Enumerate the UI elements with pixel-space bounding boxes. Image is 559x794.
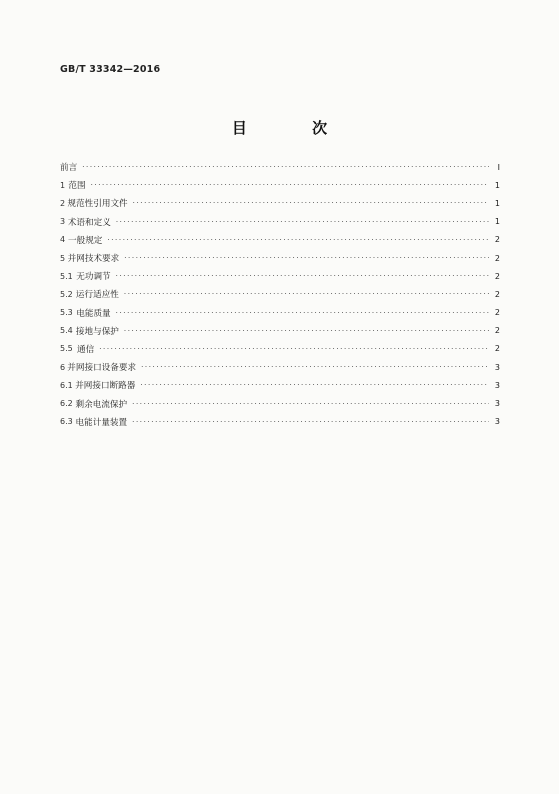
toc-entry-number: 5.3 xyxy=(60,308,73,318)
toc-page-number: 1 xyxy=(494,180,500,190)
toc-entry-6-3[interactable] xyxy=(60,413,500,431)
toc-entry-3[interactable] xyxy=(60,213,500,231)
toc-entry-number: 6.2 xyxy=(60,399,73,409)
toc-entry-number: 2 xyxy=(60,198,66,208)
standard-number: GB/T 33342—2016 xyxy=(60,64,161,75)
toc-entry-label: 范围 xyxy=(68,181,86,192)
toc-entry-5-2[interactable] xyxy=(60,285,500,303)
toc-entry-5-3[interactable] xyxy=(60,304,500,322)
toc-entry-number: 5.4 xyxy=(60,326,73,336)
toc-leader xyxy=(82,162,489,172)
toc-entry-6-1[interactable] xyxy=(60,376,500,394)
toc-entry-label: 并网接口设备要求 xyxy=(67,363,137,374)
toc-entry-number: 4 xyxy=(60,235,66,245)
toc-page-number: 2 xyxy=(494,308,500,318)
toc-entry-number: 6.3 xyxy=(60,417,73,427)
toc-entry-2[interactable] xyxy=(60,194,500,212)
toc-leader xyxy=(124,326,489,336)
toc-entry-5-1[interactable] xyxy=(60,267,500,285)
toc-leader xyxy=(132,417,489,427)
toc-page-number: 1 xyxy=(494,217,500,227)
table-of-contents xyxy=(60,158,500,431)
toc-page-number: 2 xyxy=(494,326,500,336)
toc-page-number: 2 xyxy=(494,253,500,263)
toc-page-number: 2 xyxy=(494,271,500,281)
toc-page-number: Ⅰ xyxy=(497,162,500,172)
toc-leader xyxy=(116,217,489,227)
toc-entry-number: 3 xyxy=(60,217,66,227)
toc-entry-5-5[interactable] xyxy=(60,340,500,358)
toc-entry-number: 5.5 xyxy=(60,344,73,354)
toc-leader xyxy=(116,271,489,281)
toc-entry-label: 并网技术要求 xyxy=(67,254,120,265)
toc-entry-6[interactable] xyxy=(60,358,500,376)
toc-entry-label: 电能计量装置 xyxy=(75,417,128,428)
toc-entry-label: 剩余电流保护 xyxy=(75,399,128,410)
toc-entry-number: 6 xyxy=(60,362,66,372)
toc-page-number: 2 xyxy=(494,289,500,299)
toc-leader xyxy=(116,308,489,318)
toc-entry-label: 一般规定 xyxy=(68,235,103,246)
toc-entry-label: 并网接口断路器 xyxy=(75,381,136,392)
toc-entry-number: 5.2 xyxy=(60,289,73,299)
toc-entry-number: 1 xyxy=(60,180,66,190)
toc-entry-number: 6.1 xyxy=(60,380,73,390)
toc-entry-label: 接地与保护 xyxy=(75,326,119,337)
toc-entry-label: 通信 xyxy=(76,344,95,355)
toc-entry-number: 5 xyxy=(60,253,66,263)
toc-entry-label: 前言 xyxy=(60,163,78,174)
toc-page-number: 3 xyxy=(494,362,500,372)
page-title: 目 次 xyxy=(231,119,358,137)
toc-leader xyxy=(141,362,489,372)
toc-entry-5-4[interactable] xyxy=(60,322,500,340)
toc-entry-foreword[interactable] xyxy=(60,158,500,176)
toc-entry-number: 5.1 xyxy=(60,271,73,281)
toc-entry-4[interactable] xyxy=(60,231,500,249)
toc-page-number: 2 xyxy=(494,235,500,245)
toc-entry-label: 无功调节 xyxy=(76,272,111,283)
toc-entry-label: 运行适应性 xyxy=(75,290,119,301)
toc-entry-6-2[interactable] xyxy=(60,394,500,412)
toc-page-number: 1 xyxy=(494,198,500,208)
toc-page-number: 3 xyxy=(494,380,500,390)
toc-page-number: 2 xyxy=(494,344,500,354)
toc-leader xyxy=(132,399,489,409)
toc-leader xyxy=(99,344,489,354)
toc-leader xyxy=(133,198,489,208)
toc-entry-label: 规范性引用文件 xyxy=(67,199,128,210)
toc-leader xyxy=(91,180,489,190)
toc-entry-1[interactable] xyxy=(60,176,500,194)
toc-entry-label: 术语和定义 xyxy=(67,217,111,228)
toc-leader xyxy=(140,380,489,390)
toc-leader xyxy=(107,235,489,245)
toc-leader xyxy=(124,253,489,263)
toc-page-number: 3 xyxy=(494,399,500,409)
toc-leader xyxy=(124,289,489,299)
toc-entry-label: 电能质量 xyxy=(76,308,111,319)
toc-page-number: 3 xyxy=(494,417,500,427)
toc-entry-5[interactable] xyxy=(60,249,500,267)
